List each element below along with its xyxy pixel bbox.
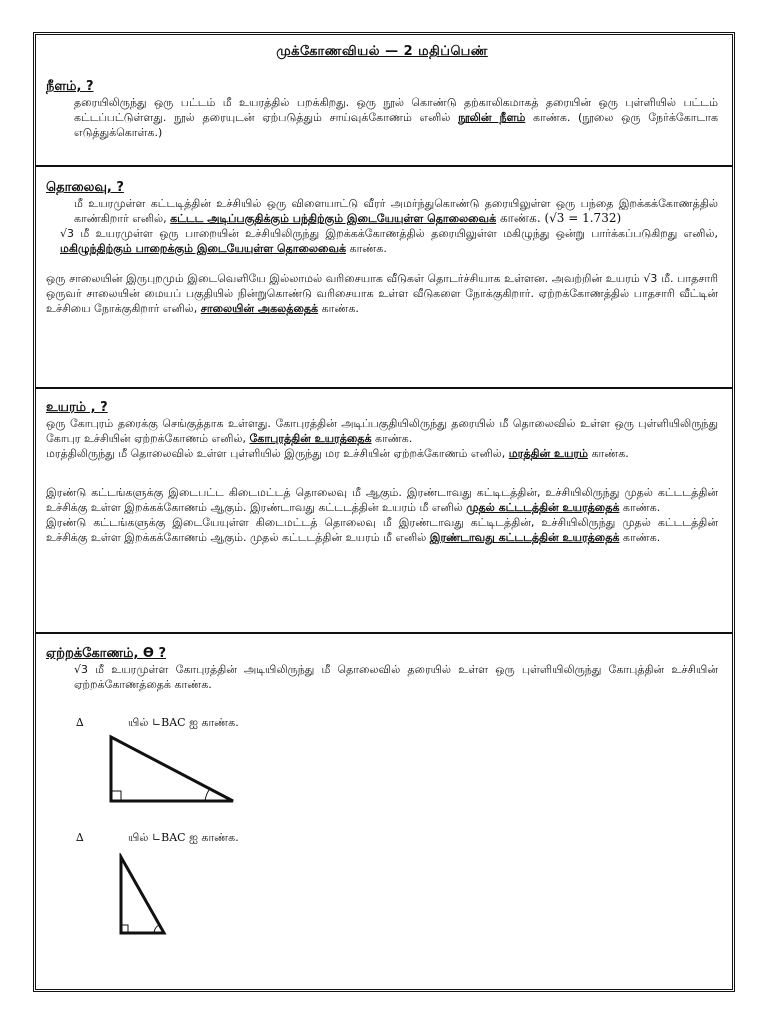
triangle-2-shape [121,857,164,933]
question-target: சாலையின் அகலத்தைக் [200,302,319,315]
worksheet-header [36,35,732,60]
section-distance [36,180,732,316]
question-text: காண்க. [371,432,413,445]
question-target: கட்டட அடிப்பகுதிக்கும் பந்திற்கும் இடையேயுள்ள தொலைவைக் [170,212,497,225]
question-text: காண்க. [619,501,661,514]
question-first-building-height [46,485,718,515]
question-text: √3 மீ உயரமுள்ள ஒரு பாறையின் உச்சியிலிருந்து இறக்கக்கோணத்தில் தரையிலுள்ள மகிழுந்து ஒன்று பார்க்கப்படுகிறது எனில், [60,227,718,240]
question-text: காண்க. (நூலை ஒரு நேர்க்கோடாக எடுத்துக்கொள்க.) [74,111,719,139]
delta-symbol: ∆ [76,831,84,844]
section-divider [36,165,732,167]
question-target: மரத்தின் உயரம் [508,447,588,460]
section-heading-length: நீளம், ? [46,79,94,94]
question-text: இரண்டு கட்டங்களுக்கு இடையேயுள்ள கிடைமட்டத் தொலைவு மீ இரண்டாவது கட்டிடத்தின், உச்சியிலிருந்து முதல் கட்டடத்தின் உச்சிக்கு உள்ள இறக்கக்கோணம் ஆகும். முதல் கட்டடத்தின் உயரம் மீ எனில் [46,516,718,544]
question-text: காண்க. (√3 = 1.732) [496,211,622,225]
question-tower-height [46,416,718,446]
question-text: காண்க. [587,447,629,460]
question-triangle-2-text: யில் ∟BAC ஐ காண்க. [128,831,239,844]
question-text: ஒரு சாலையின் இருபுறமும் இடைவெளியே இல்லாமல் வரிசையாக வீடுகள் தொடர்ச்சியாக உள்ளன. அவற்றின் உயரம் √3 மீ. பாதசாரி ஒருவர் சாலையின் மையப் பகுதியில் நின்றுகொண்டு வரிசையாக உள்ள வீடுகளை நோக்குகிறார். ஏற்றக்கோணத்தில் பாதசாரி வீட்டின் உச்சியை நோக்குகிறார் எனில், [46,272,718,315]
right-triangle-diagram-2 [118,853,168,939]
section-length [36,79,732,140]
question-kite-string [46,95,718,140]
question-target: முதல் கட்டடத்தின் உயரத்தைக் [466,501,620,514]
question-text: காண்க. [346,242,387,255]
triangle-1-shape [111,737,233,801]
section-heading-angle: ஏற்றக்கோணம், ϴ ? [46,646,167,661]
question-text: மீ உயரமுள்ள கட்டடித்தின் உச்சியில் ஒரு விளையாட்டு வீரர் அமர்ந்துகொண்டு தரையிலுள்ள ஒரு பந்தை இறக்கக்கோணத்தில் காண்கிறார் எனில், [74,197,718,225]
page-title: முக்கோணவியல் — 2 மதிப்பெண் [276,44,488,59]
question-text: தரையிலிருந்து ஒரு பட்டம் மீ உயரத்தில் பறக்கிறது. ஒரு நூல் கொண்டு தற்காலிகமாகத் தரையின் ஒரு புள்ளியில் பட்டம் கட்டப்பட்டுள்ளது. நூல் தரையுடன் ஏற்படுத்தும் சாய்வுக்கோணம் எனில் [74,96,718,124]
worksheet-frame [33,32,735,992]
section-heading-height: உயரம் , ? [46,400,108,415]
question-tree-height [46,446,718,461]
question-target: மகிழுந்திற்கும் பாறைக்கும் இடையேயுள்ள தொலைவைக் [60,242,347,255]
question-text: மரத்திலிருந்து மீ தொலைவில் உள்ள புள்ளியில் இருந்து மர உச்சியின் ஏற்றக்கோணம் எனில், [46,447,509,460]
section-divider [36,387,732,389]
question-text: காண்க. [619,531,661,544]
section-angle [36,646,732,692]
question-car-distance [46,226,718,256]
question-target: இரண்டாவது கட்டடத்தின் உயரத்தைக் [429,531,620,544]
question-road-width [46,271,718,316]
section-heading-distance: தொலைவு, ? [46,180,124,195]
right-triangle-diagram-1 [108,733,242,807]
question-target: நூலின் நீளம் [458,111,526,124]
question-second-building-height [46,515,718,545]
section-divider [36,632,732,634]
question-tower-angle: √3 மீ உயரமுள்ள கோபுரத்தின் அடியிலிருந்து மீ தொலைவில் தரையில் உள்ள ஒரு புள்ளியிலிருந்து கோபுத்தின் உச்சியின் ஏற்றக்கோணத்தைக் காண்க. [74,663,718,691]
question-text: காண்க. [318,302,359,315]
question-ball-distance [46,196,718,226]
question-text: ஒரு கோபுரம் தரைக்கு செங்குத்தாக உள்ளது. கோபுரத்தின் அடிப்பகுதியிலிருந்து தரையில் மீ தொலைவில் உள்ள ஒரு புள்ளியிலிருந்து கோபுர உச்சியின் ஏற்றக்கோணம் எனில், [46,417,718,445]
question-triangle-1-text: யில் ∟BAC ஐ காண்க. [128,716,239,729]
question-target: கோபுரத்தின் உயரத்தைக் [249,432,372,445]
section-height [36,400,732,545]
angle-arc-mark [205,790,209,801]
question-text: இரண்டு கட்டங்களுக்கு இடைபட்ட கிடைமட்டத் தொலைவு மீ ஆகும். இரண்டாவது கட்டிடத்தின், உச்சியிலிருந்து முதல் கட்டடத்தின் உச்சிக்கு உள்ள இறக்கக்கோணம் ஆகும். இரண்டாவது கட்டடத்தின் உயரம் மீ எனில் [46,486,718,514]
delta-symbol: ∆ [76,716,84,729]
